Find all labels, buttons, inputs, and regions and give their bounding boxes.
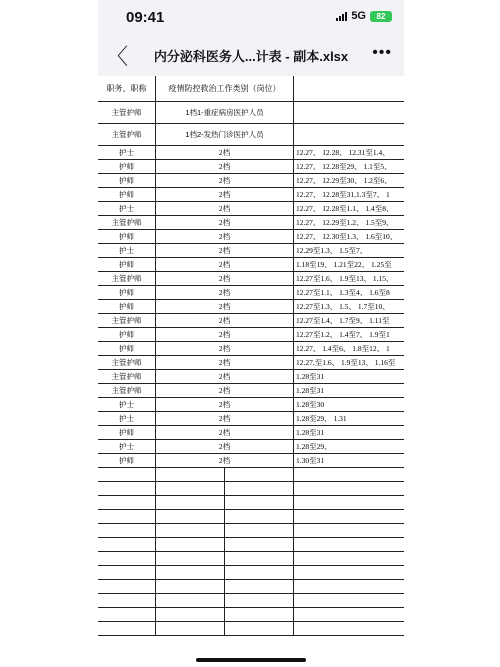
cell-category[interactable]: 2档 bbox=[156, 188, 294, 201]
cell-category[interactable]: 2档 bbox=[156, 160, 294, 173]
cell-dates[interactable]: 1.28至31 bbox=[296, 372, 325, 381]
empty-cell[interactable] bbox=[98, 496, 156, 509]
cell-dates[interactable]: 1.18至19、 1.21至22、 1.25至 bbox=[296, 260, 392, 269]
table-row bbox=[98, 174, 404, 188]
header-row bbox=[98, 76, 404, 102]
cell-dates[interactable]: 12.27、 12.29至30、 1.2至6、 bbox=[296, 176, 392, 185]
empty-cell[interactable] bbox=[98, 622, 156, 635]
empty-cell[interactable] bbox=[294, 538, 404, 551]
empty-cell[interactable] bbox=[294, 496, 404, 509]
table-row bbox=[98, 160, 404, 174]
header-dates[interactable] bbox=[294, 76, 404, 101]
cell-title[interactable]: 主管护师 bbox=[98, 216, 156, 229]
empty-cell[interactable] bbox=[98, 594, 156, 607]
table-row bbox=[98, 384, 404, 398]
empty-cell bbox=[156, 482, 294, 495]
empty-cell[interactable] bbox=[98, 524, 156, 537]
empty-cell[interactable] bbox=[294, 566, 404, 579]
cell-title[interactable]: 护士 bbox=[98, 244, 156, 257]
cell-title[interactable]: 护师 bbox=[98, 188, 156, 201]
empty-cell[interactable] bbox=[225, 552, 293, 565]
cell-dates[interactable]: 12.27至1.3、 1.5、 1.7至10、 bbox=[296, 302, 390, 311]
cell-title[interactable]: 主管护师 bbox=[98, 314, 156, 327]
cell-category[interactable]: 2档 bbox=[156, 272, 294, 285]
cell-category[interactable]: 2档 bbox=[156, 384, 294, 397]
cell-title[interactable]: 护师 bbox=[98, 160, 156, 173]
cell-dates[interactable]: 12.27、 12.30至1.3、 1.6至10、 bbox=[296, 232, 398, 241]
table-row bbox=[98, 454, 404, 468]
cell-title[interactable]: 主管护师 bbox=[98, 370, 156, 383]
empty-cell bbox=[156, 468, 294, 481]
table-row bbox=[98, 328, 404, 342]
cell-category[interactable]: 1档1-重症病房医护人员 bbox=[156, 102, 294, 123]
cell-category[interactable]: 1档2-发热门诊医护人员 bbox=[156, 124, 294, 145]
empty-row bbox=[98, 608, 404, 622]
cell-dates[interactable]: 12.27,至1.6、 1.9至13、 1.16至 bbox=[296, 358, 396, 367]
empty-cell bbox=[156, 510, 294, 523]
table-row bbox=[98, 146, 404, 160]
empty-cell[interactable] bbox=[225, 538, 293, 551]
cell-title[interactable]: 护士 bbox=[98, 412, 156, 425]
table-row bbox=[98, 398, 404, 412]
cell-title[interactable]: 主管护师 bbox=[98, 102, 156, 123]
empty-cell[interactable] bbox=[98, 468, 156, 481]
status-indicators bbox=[336, 10, 392, 22]
empty-cell[interactable] bbox=[156, 622, 225, 635]
cell-category[interactable]: 2档 bbox=[156, 342, 294, 355]
empty-row bbox=[98, 524, 404, 538]
empty-cell[interactable] bbox=[294, 510, 404, 523]
empty-cell[interactable] bbox=[98, 510, 156, 523]
table-row bbox=[98, 272, 404, 286]
empty-cell[interactable] bbox=[98, 482, 156, 495]
cell-title[interactable]: 护师 bbox=[98, 342, 156, 355]
empty-cell bbox=[156, 524, 294, 537]
empty-cell[interactable] bbox=[294, 524, 404, 537]
network-label: 5G bbox=[351, 10, 366, 22]
empty-cell[interactable] bbox=[294, 580, 404, 593]
empty-cell[interactable] bbox=[156, 468, 225, 481]
cell-title[interactable]: 主管护师 bbox=[98, 272, 156, 285]
table-row bbox=[98, 440, 404, 454]
cell-category[interactable]: 2档 bbox=[156, 370, 294, 383]
cell-title[interactable]: 护师 bbox=[98, 230, 156, 243]
cell-title[interactable]: 护师 bbox=[98, 300, 156, 313]
table-row bbox=[98, 188, 404, 202]
empty-row bbox=[98, 580, 404, 594]
table-row bbox=[98, 216, 404, 230]
empty-cell[interactable] bbox=[98, 566, 156, 579]
cell-dates[interactable]: 1.30至31 bbox=[296, 456, 325, 465]
cell-category[interactable]: 2档 bbox=[156, 314, 294, 327]
empty-row bbox=[98, 566, 404, 580]
empty-row bbox=[98, 594, 404, 608]
table-row bbox=[98, 230, 404, 244]
back-button[interactable]: 〈 bbox=[106, 44, 129, 69]
empty-cell[interactable] bbox=[98, 552, 156, 565]
table-row bbox=[98, 314, 404, 328]
empty-cell[interactable] bbox=[156, 608, 225, 621]
empty-cell[interactable] bbox=[225, 566, 293, 579]
table-row bbox=[98, 342, 404, 356]
home-indicator bbox=[196, 658, 306, 662]
empty-row bbox=[98, 482, 404, 496]
empty-cell[interactable] bbox=[156, 580, 225, 593]
empty-cell[interactable] bbox=[225, 510, 293, 523]
cell-dates[interactable]: 1.28至31 bbox=[296, 386, 325, 395]
cell-category[interactable]: 2档 bbox=[156, 440, 294, 453]
empty-cell[interactable] bbox=[98, 608, 156, 621]
cell-title[interactable]: 护师 bbox=[98, 328, 156, 341]
cell-dates[interactable]: 1.28至31 bbox=[296, 428, 325, 437]
empty-cell[interactable] bbox=[225, 580, 293, 593]
cell-title[interactable]: 护师 bbox=[98, 426, 156, 439]
category-row bbox=[98, 102, 404, 124]
table-row bbox=[98, 370, 404, 384]
empty-cell[interactable] bbox=[98, 538, 156, 551]
empty-cell[interactable] bbox=[294, 468, 404, 481]
cell-dates[interactable]: 1.28至29、 1.31 bbox=[296, 414, 347, 423]
cell-category[interactable]: 2档 bbox=[156, 356, 294, 369]
empty-cell[interactable] bbox=[294, 594, 404, 607]
cell-category[interactable]: 2档 bbox=[156, 328, 294, 341]
empty-row bbox=[98, 622, 404, 636]
battery-icon: 82 bbox=[370, 11, 392, 22]
empty-row bbox=[98, 468, 404, 482]
cell-dates[interactable]: 12.27、 12.28至1.1、 1.4至8、 bbox=[296, 204, 394, 213]
empty-cell bbox=[156, 608, 294, 621]
cell-dates[interactable]: 12.27、 12.28至29、 1.1至5、 bbox=[296, 162, 392, 171]
status-bar bbox=[98, 0, 404, 38]
cell-title[interactable]: 护师 bbox=[98, 454, 156, 467]
header-title-rank[interactable]: 职务、职称 bbox=[98, 76, 156, 101]
table-row bbox=[98, 426, 404, 440]
cell-title[interactable]: 护士 bbox=[98, 398, 156, 411]
empty-cell[interactable] bbox=[156, 552, 225, 565]
cell-title[interactable]: 护士 bbox=[98, 440, 156, 453]
cell-category[interactable]: 2档 bbox=[156, 230, 294, 243]
cell-title[interactable]: 护师 bbox=[98, 286, 156, 299]
table-row bbox=[98, 258, 404, 272]
cell-title[interactable]: 护士 bbox=[98, 202, 156, 215]
empty-cell[interactable] bbox=[156, 510, 225, 523]
cell-category[interactable]: 2档 bbox=[156, 426, 294, 439]
cell-dates[interactable]: 12.27至1.2、 1.4至7、 1.9至1 bbox=[296, 330, 390, 339]
cell-dates[interactable]: 12.27、 12.29至1.2、 1.5至9、 bbox=[296, 218, 394, 227]
cell-title[interactable]: 护师 bbox=[98, 258, 156, 271]
cell-title[interactable]: 主管护师 bbox=[98, 124, 156, 145]
empty-cell[interactable] bbox=[225, 468, 293, 481]
navigation-bar bbox=[98, 38, 404, 72]
table-row bbox=[98, 202, 404, 216]
table-row bbox=[98, 300, 404, 314]
cell-dates[interactable]: 12.27、 12.28、 12.31至1.4、 bbox=[296, 148, 390, 157]
empty-row bbox=[98, 510, 404, 524]
empty-row bbox=[98, 496, 404, 510]
empty-cell[interactable] bbox=[294, 552, 404, 565]
cell-category[interactable]: 2档 bbox=[156, 398, 294, 411]
empty-row bbox=[98, 552, 404, 566]
cell-title[interactable]: 护师 bbox=[98, 174, 156, 187]
empty-cell bbox=[156, 552, 294, 565]
signal-icon bbox=[336, 11, 347, 21]
cell-category[interactable]: 2档 bbox=[156, 412, 294, 425]
empty-cell[interactable] bbox=[225, 482, 293, 495]
cell-dates[interactable]: 12.27、 12.28至31,1.3至7、 1 bbox=[296, 190, 390, 199]
cell-dates[interactable]: 12.27至1.4、 1.7至9、 1.11至 bbox=[296, 316, 390, 325]
status-time: 09:41 bbox=[126, 9, 165, 26]
cell-category[interactable]: 2档 bbox=[156, 202, 294, 215]
empty-cell bbox=[156, 538, 294, 551]
phone-screen bbox=[98, 0, 404, 667]
cell-dates[interactable]: 12.27、 1.4至6、 1.8至12、 1 bbox=[296, 344, 390, 353]
cell-title[interactable]: 主管护师 bbox=[98, 356, 156, 369]
cell-category[interactable]: 2档 bbox=[156, 146, 294, 159]
document-title: 内分泌科医务人...计表 - 副本.xlsx bbox=[153, 49, 349, 64]
cell-category[interactable]: 2档 bbox=[156, 286, 294, 299]
spreadsheet[interactable] bbox=[98, 76, 404, 667]
empty-cell[interactable] bbox=[156, 496, 225, 509]
cell-title[interactable]: 主管护师 bbox=[98, 384, 156, 397]
cell-category[interactable]: 2档 bbox=[156, 258, 294, 271]
cell-dates[interactable]: 1.28至30 bbox=[296, 400, 325, 409]
cell-dates[interactable]: 12.27至1.6、 1.9至13、 1.15、 bbox=[296, 274, 394, 283]
more-options-button[interactable]: ••• bbox=[372, 44, 392, 61]
table-row bbox=[98, 286, 404, 300]
cell-category[interactable]: 2档 bbox=[156, 454, 294, 467]
table-row bbox=[98, 356, 404, 370]
category-row bbox=[98, 124, 404, 146]
empty-cell[interactable] bbox=[156, 566, 225, 579]
empty-cell[interactable] bbox=[156, 538, 225, 551]
empty-cell[interactable] bbox=[156, 482, 225, 495]
empty-row bbox=[98, 538, 404, 552]
table-row bbox=[98, 412, 404, 426]
cell-category[interactable]: 2档 bbox=[156, 174, 294, 187]
cell-dates[interactable]: 12.29至1.3、 1.5至7、 bbox=[296, 246, 368, 255]
empty-cell[interactable] bbox=[225, 496, 293, 509]
empty-cell[interactable] bbox=[156, 524, 225, 537]
empty-cell bbox=[156, 622, 294, 635]
cell-category[interactable]: 2档 bbox=[156, 216, 294, 229]
empty-cell bbox=[156, 580, 294, 593]
header-work-category[interactable]: 疫情防控救治工作类别（岗位） bbox=[156, 76, 294, 101]
empty-cell[interactable] bbox=[225, 524, 293, 537]
table-row bbox=[98, 244, 404, 258]
empty-cell[interactable] bbox=[225, 622, 293, 635]
empty-cell[interactable] bbox=[294, 482, 404, 495]
empty-cell bbox=[156, 566, 294, 579]
empty-cell[interactable] bbox=[98, 580, 156, 593]
cell-dates[interactable] bbox=[294, 102, 404, 123]
cell-category[interactable]: 2档 bbox=[156, 244, 294, 257]
cell-dates[interactable]: 1.28至29、 bbox=[296, 442, 332, 451]
cell-dates[interactable]: 12.27至1.1、 1.3至4、 1.6至8 bbox=[296, 288, 390, 297]
cell-category[interactable]: 2档 bbox=[156, 300, 294, 313]
empty-cell[interactable] bbox=[225, 608, 293, 621]
empty-cell[interactable] bbox=[225, 594, 293, 607]
empty-cell[interactable] bbox=[156, 594, 225, 607]
cell-dates[interactable] bbox=[294, 124, 404, 145]
cell-title[interactable]: 护士 bbox=[98, 146, 156, 159]
empty-cell bbox=[156, 594, 294, 607]
empty-cell[interactable] bbox=[294, 608, 404, 621]
empty-cell bbox=[156, 496, 294, 509]
empty-cell[interactable] bbox=[294, 622, 404, 635]
